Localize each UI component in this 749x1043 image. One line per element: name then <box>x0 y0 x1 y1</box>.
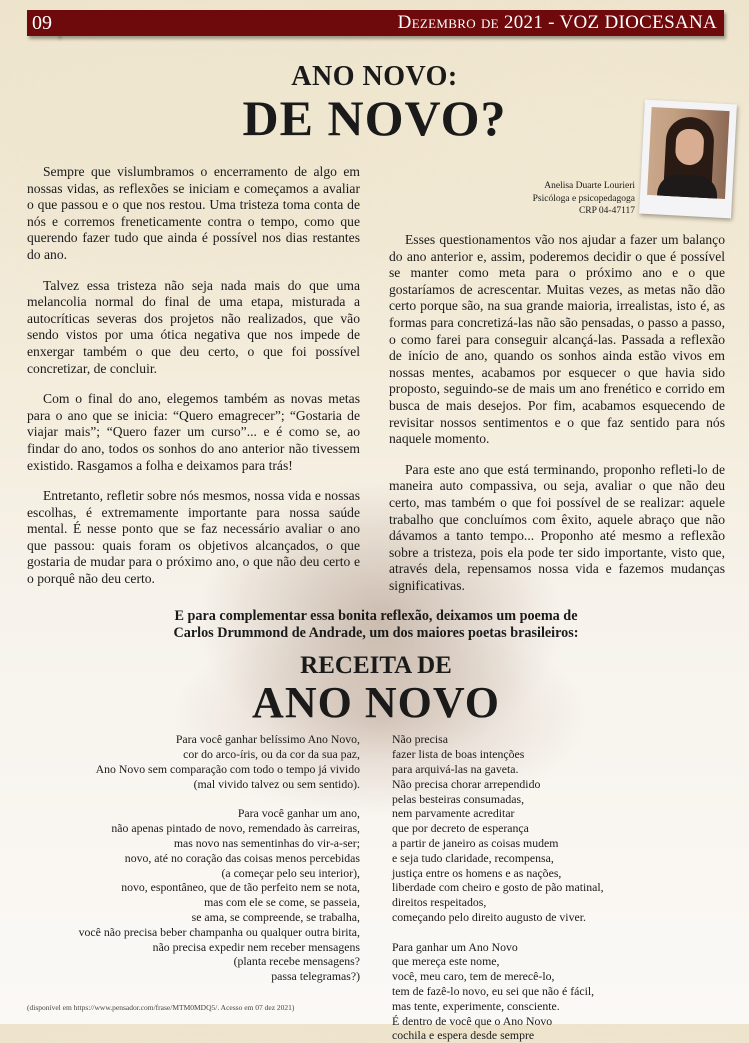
article-title-line1: ANO NOVO: <box>291 61 458 92</box>
poem-line: fazer lista de boas intenções <box>392 747 525 762</box>
issue-title: Dezembro de 2021 - VOZ DIOCESANA <box>397 12 717 33</box>
poem-line <box>27 792 360 807</box>
intro-line: E para complementar essa bonita reflexão, deixamos um poema de <box>174 608 578 625</box>
article-title <box>0 62 749 144</box>
poem-line: Para ganhar um Ano Novo <box>392 939 518 954</box>
paragraph: Para este ano que está terminando, proponho refleti-lo de maneira auto compassiva, ou seja, avaliar o que não deu certo, mas também o que foi possível de se realizar: aquele trabalho que concluímos com êxito, aquele abraço que não dávamos a tanto tempo... Proponho até mesmo a reflexão sobre a tristeza, pois ela pode ter sido importante, visto que, através dela, repensamos nossa vida e fazemos mudanças significativas. <box>389 461 725 593</box>
poem-line: nem parvamente acreditar <box>392 806 515 821</box>
poem-line: (planta recebe mensagens? <box>233 954 360 969</box>
author-crp: CRP 04-47117 <box>578 206 635 216</box>
page-number: 09 <box>27 10 59 36</box>
poem-line: mas novo nas sementinhas do vir-a-ser; <box>173 836 360 851</box>
article-title-line2: DE NOVO? <box>242 90 507 146</box>
poem-intro <box>27 608 725 642</box>
poem-line: cor do arco-íris, ou da cor da sua paz, <box>183 747 360 762</box>
poem-line: liberdade com cheiro e gosto de pão matinal, <box>392 880 604 895</box>
poem-line: se ama, se compreende, se trabalha, <box>191 910 360 925</box>
poem-line: para arquivá-las na gaveta. <box>392 762 519 777</box>
poem-line: justiça entre os homens e as nações, <box>392 865 562 880</box>
poem-line: novo, até no coração das coisas menos percebidas <box>124 850 360 865</box>
poem-line: Não precisa chorar arrependido <box>392 776 541 791</box>
poem-line: você não precisa beber champanha ou qualquer outra birita, <box>78 924 360 939</box>
poem-line: tem de fazê-lo novo, eu sei que não é fácil, <box>392 984 595 999</box>
poem-line: novo, espontâneo, que de tão perfeito nem se nota, <box>121 880 360 895</box>
intro-line: Carlos Drummond de Andrade, um dos maiores poetas brasileiros: <box>173 625 579 642</box>
poem-right-column <box>392 732 604 1043</box>
poem-line: (mal vivido talvez ou sem sentido). <box>193 776 360 791</box>
source-note: (disponível em https://www.pensador.com/frase/MTM0MDQ5/. Acesso em 07 dez 2021) <box>27 1003 295 1012</box>
poem-line: começando pelo direito augusto de viver. <box>392 910 586 925</box>
poem-line: passa telegramas?) <box>271 969 360 984</box>
poem-line: direitos respeitados, <box>392 895 487 910</box>
poem-line: Não precisa <box>392 732 449 747</box>
paragraph: Esses questionamentos vão nos ajudar a fazer um balanço do ano anterior e, assim, poderemos decidir o que é possível se manter como meta para o próximo ano e o que gostaríamos de acrescentar. Muitas vezes, as metas não dão certo porque são, na sua grande maioria, irrealistas, isto é, as formas para concretizá-las não são pensadas, o passo a passo, o como farei para conseguir alcançá-las. Passada a reflexão de início de ano, quando os sonhos ainda estão vivos em nossas mentes, acabamos por esquecer o que havia sido proposto, seguindo-se de mais um ano frenético e corrido em busca de mais desejos. Por fim, acabamos esquecendo de revisitar nossos sentimentos e o que faz sentido para nós naquele momento. <box>389 232 725 447</box>
poem-left-column <box>27 732 360 1043</box>
author-name: Anelisa Duarte Lourieri <box>544 181 635 191</box>
left-column <box>27 164 360 588</box>
poem-line: que por decreto de esperança <box>392 821 529 836</box>
article-body <box>27 164 725 1043</box>
poem-line: que mereça este nome, <box>392 954 500 969</box>
author-role: Psicóloga e psicopedagoga <box>532 193 635 204</box>
poem-title-line1: RECEITA DE <box>300 652 452 680</box>
poem-line: mas tente, experimente, consciente. <box>392 998 560 1013</box>
paragraph: Entretanto, refletir sobre nós mesmos, nossa vida e nossas escolhas, é extremamente importante para nossa saúde mental. É nesse ponto que se faz necessário avaliar o ano que passou: quais foram os objetivos alcançados, o que gostaria de mudar para o próximo ano, o que não deu certo e o porquê não deu certo. <box>27 488 360 587</box>
poem-line: (a começar pelo seu interior), <box>221 865 360 880</box>
poem-line: você, meu caro, tem de merecê-lo, <box>392 969 555 984</box>
poem-line: cochila e espera desde sempre <box>392 1028 535 1043</box>
poem-line: mas com ele se come, se passeia, <box>204 895 360 910</box>
poem-line <box>392 925 604 940</box>
poem-line: Para você ganhar um ano, <box>237 806 360 821</box>
paragraph: Com o final do ano, elegemos também as novas metas para o ano que se inicia: “Quero emagrecer”; “Gostaria de viajar mais”; “Quero fazer um curso”... e é como se, ao findar do ano, todos os sonhos do ano anterior não tivessem existido. Rasgamos a folha e deixamos para trás! <box>27 391 360 473</box>
poem-line: pelas besteiras consumadas, <box>392 791 525 806</box>
poem-line: Para você ganhar belíssimo Ano Novo, <box>175 732 360 747</box>
right-column <box>389 164 725 594</box>
poem-line: não apenas pintado de novo, remendado às carreiras, <box>111 821 360 836</box>
poem-line: e seja tudo claridade, recompensa, <box>392 850 554 865</box>
poem-line: Ano Novo sem comparação com todo o tempo já vivido <box>95 762 360 777</box>
paragraph: Sempre que vislumbramos o encerramento de algo em nossas vidas, as reflexões se iniciam e começamos a avaliar o que passou e o que nos restou. Uma tristeza toma conta de nós e corremos freneticamente contra o tempo, como que querendo fazer tudo que ainda é possível nos dias restantes do ano. <box>27 164 360 262</box>
paragraph: Talvez essa tristeza não seja nada mais do que uma melancolia normal do final de uma etapa, misturada a autocríticas severas dos projetos não realizados, que vão sendo vistos por uma ótica negativa que nos impede de enxergar também o que deu certo, o que foi possível concretizar, de concluir. <box>27 277 360 376</box>
poem <box>27 732 725 1043</box>
poem-line: É dentro de você que o Ano Novo <box>392 1013 553 1028</box>
poem-line: a partir de janeiro as coisas mudem <box>392 836 559 851</box>
poem-title-line2: ANO NOVO <box>252 678 500 728</box>
poem-line: não precisa expedir nem receber mensagens <box>152 939 360 954</box>
